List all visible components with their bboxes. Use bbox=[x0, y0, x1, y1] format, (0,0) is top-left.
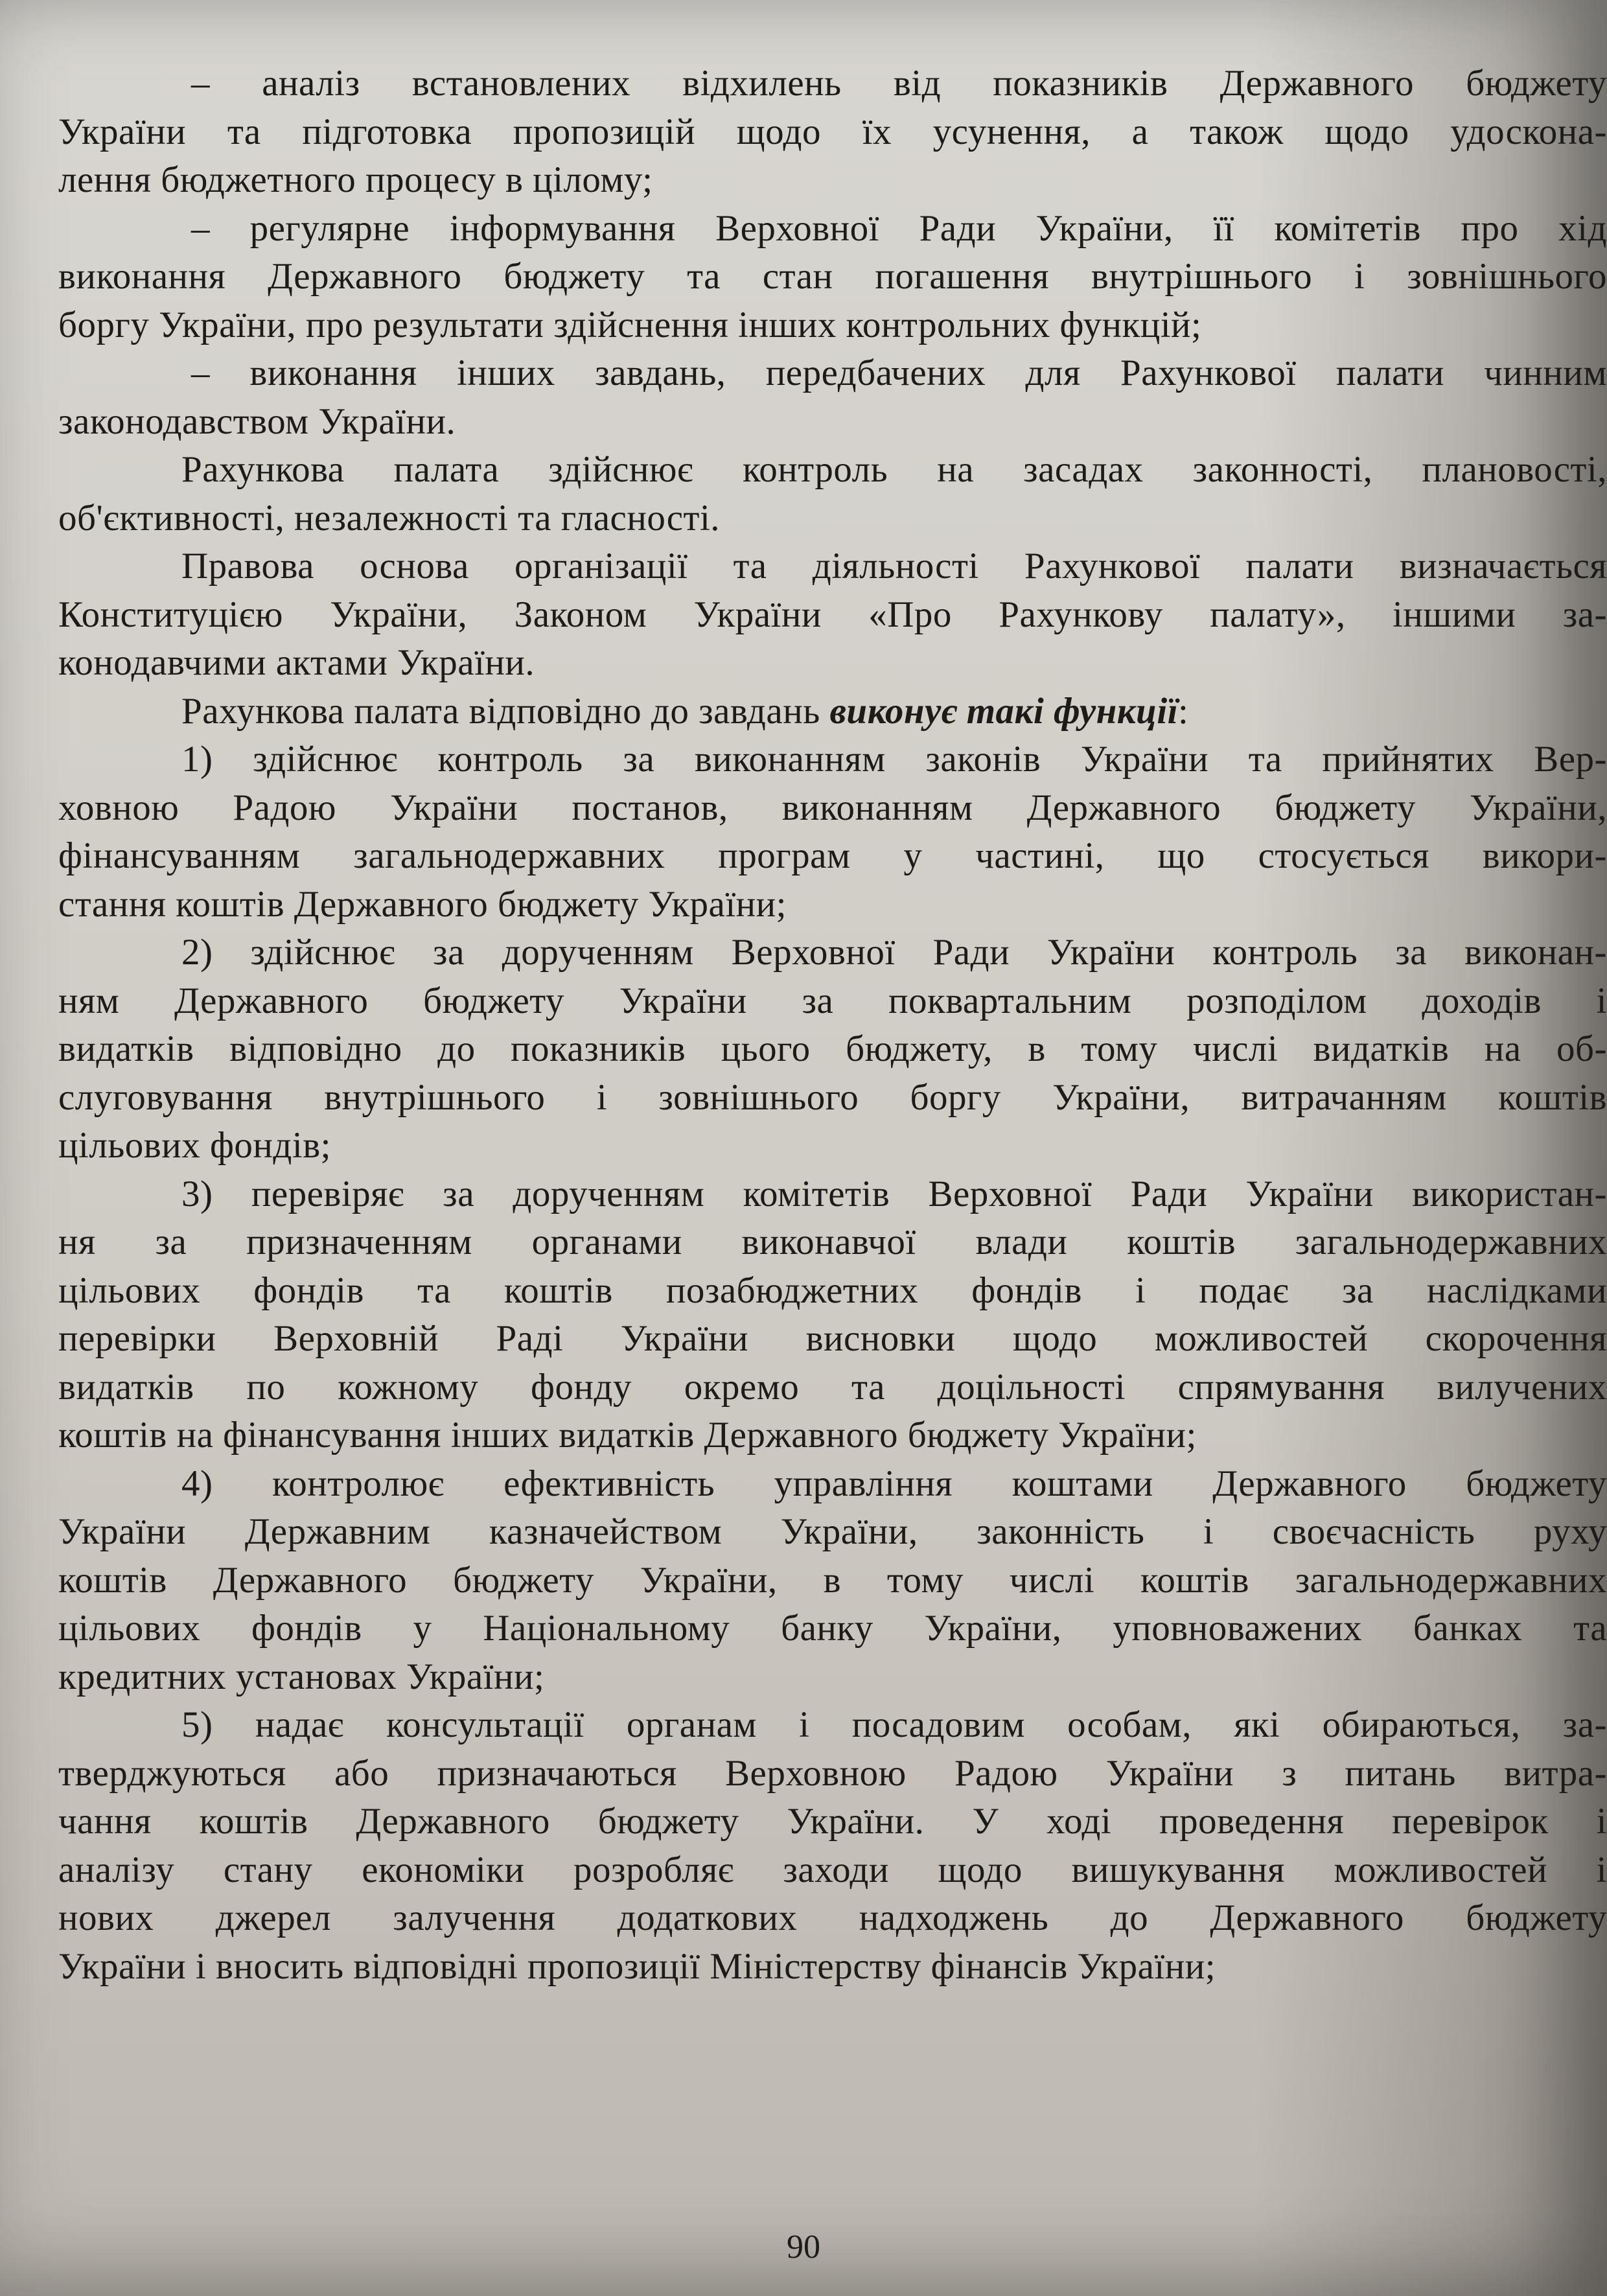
page-body-text bbox=[58, 60, 1607, 1991]
text-line: коштів Державного бюджету України, в тому числі коштів загальнодержавних bbox=[58, 1559, 1607, 1601]
text-line: видатків по кожному фонду окремо та доцільності спрямування вилучених bbox=[58, 1366, 1607, 1408]
page-number: 90 bbox=[787, 2229, 820, 2266]
functions-colon: : bbox=[1178, 690, 1189, 732]
text-line: 5) надає консультації органам і посадовим особам, які обираються, за- bbox=[181, 1704, 1607, 1745]
text-line: України і вносить відповідні пропозиції Міністерству фінансів України; bbox=[58, 1945, 1216, 1987]
functions-emphasis: виконує такі функції bbox=[829, 690, 1179, 732]
text-line: України Державним казначейством України, законність і своєчасність руху bbox=[58, 1511, 1607, 1552]
text-line: цільових фондів; bbox=[58, 1125, 331, 1166]
text-line: 3) перевіряє за дорученням комітетів Верховної Ради України використан- bbox=[181, 1173, 1607, 1214]
text-line: об'єктивності, незалежності та гласності. bbox=[58, 497, 721, 539]
text-line: 4) контролює ефективність управління коштами Державного бюджету bbox=[181, 1463, 1607, 1504]
text-line: коштів на фінансування інших видатків Державного бюджету України; bbox=[58, 1415, 1197, 1455]
text-line: України та підготовка пропозицій щодо їх усунення, а також щодо удоскона- bbox=[58, 111, 1607, 152]
text-line: цільових фондів та коштів позабюджетних фондів і подає за наслідками bbox=[58, 1270, 1607, 1311]
text-line: перевірки Верховній Раді України висновки щодо можливостей скорочення bbox=[58, 1318, 1607, 1359]
text-line-functions-intro bbox=[58, 688, 1607, 736]
text-line: нових джерел залучення додаткових надходжень до Державного бюджету bbox=[58, 1897, 1607, 1938]
text-line: цільових фондів у Національному банку України, уповноважених банках та bbox=[58, 1608, 1607, 1649]
text-line: законодавством України. bbox=[58, 400, 456, 442]
text-line: Конституцією України, Законом України «Про Рахункову палату», іншими за- bbox=[58, 594, 1607, 635]
text-line: фінансуванням загальнодержавних програм у частині, що стосується викори- bbox=[58, 835, 1607, 876]
text-line: лення бюджетного процесу в цілому; bbox=[58, 159, 653, 200]
text-line: аналізу стану економіки розробляє заходи щодо вишукування можливостей і bbox=[58, 1849, 1607, 1890]
text-line: виконання Державного бюджету та стан погашення внутрішнього і зовнішнього bbox=[58, 256, 1607, 297]
text-line: кредитних установах України; bbox=[58, 1656, 545, 1697]
functions-intro-text: Рахункова палата відповідно до завдань bbox=[181, 690, 830, 732]
text-line: слуговування внутрішнього і зовнішнього боргу України, витрачанням коштів bbox=[58, 1076, 1607, 1118]
text-line: ням Державного бюджету України за поквартальним розподілом доходів і bbox=[58, 980, 1607, 1021]
text-line: 2) здійснює за дорученням Верховної Ради України контроль за виконан- bbox=[181, 932, 1607, 973]
text-line: Правова основа організації та діяльності Рахункової палати визначається bbox=[181, 546, 1607, 586]
text-line: боргу України, про результати здійснення інших контрольних функцій; bbox=[58, 304, 1202, 345]
text-line: – аналіз встановлених відхилень від показників Державного бюджету bbox=[191, 63, 1607, 104]
text-line: ня за призначенням органами виконавчої влади коштів загальнодержавних bbox=[58, 1222, 1607, 1262]
text-line: конодавчими актами України. bbox=[58, 642, 535, 683]
text-line: тверджуються або призначаються Верховною Радою України з питань витра- bbox=[58, 1752, 1607, 1794]
text-line: стання коштів Державного бюджету України; bbox=[58, 883, 787, 925]
text-line: – регулярне інформування Верховної Ради України, її комітетів про хід bbox=[191, 207, 1607, 249]
text-line: – виконання інших завдань, передбачених для Рахункової палати чинним bbox=[191, 353, 1607, 393]
text-line: ховною Радою України постанов, виконанням Державного бюджету України, bbox=[58, 787, 1607, 828]
text-line: 1) здійснює контроль за виконанням законів України та прийнятих Вер- bbox=[181, 739, 1607, 780]
text-line: Рахункова палата здійснює контроль на засадах законності, плановості, bbox=[181, 449, 1607, 490]
text-line: видатків відповідно до показників цього бюджету, в тому числі видатків на об- bbox=[58, 1028, 1607, 1069]
text-line: чання коштів Державного бюджету України. У ході проведення перевірок і bbox=[58, 1801, 1607, 1842]
